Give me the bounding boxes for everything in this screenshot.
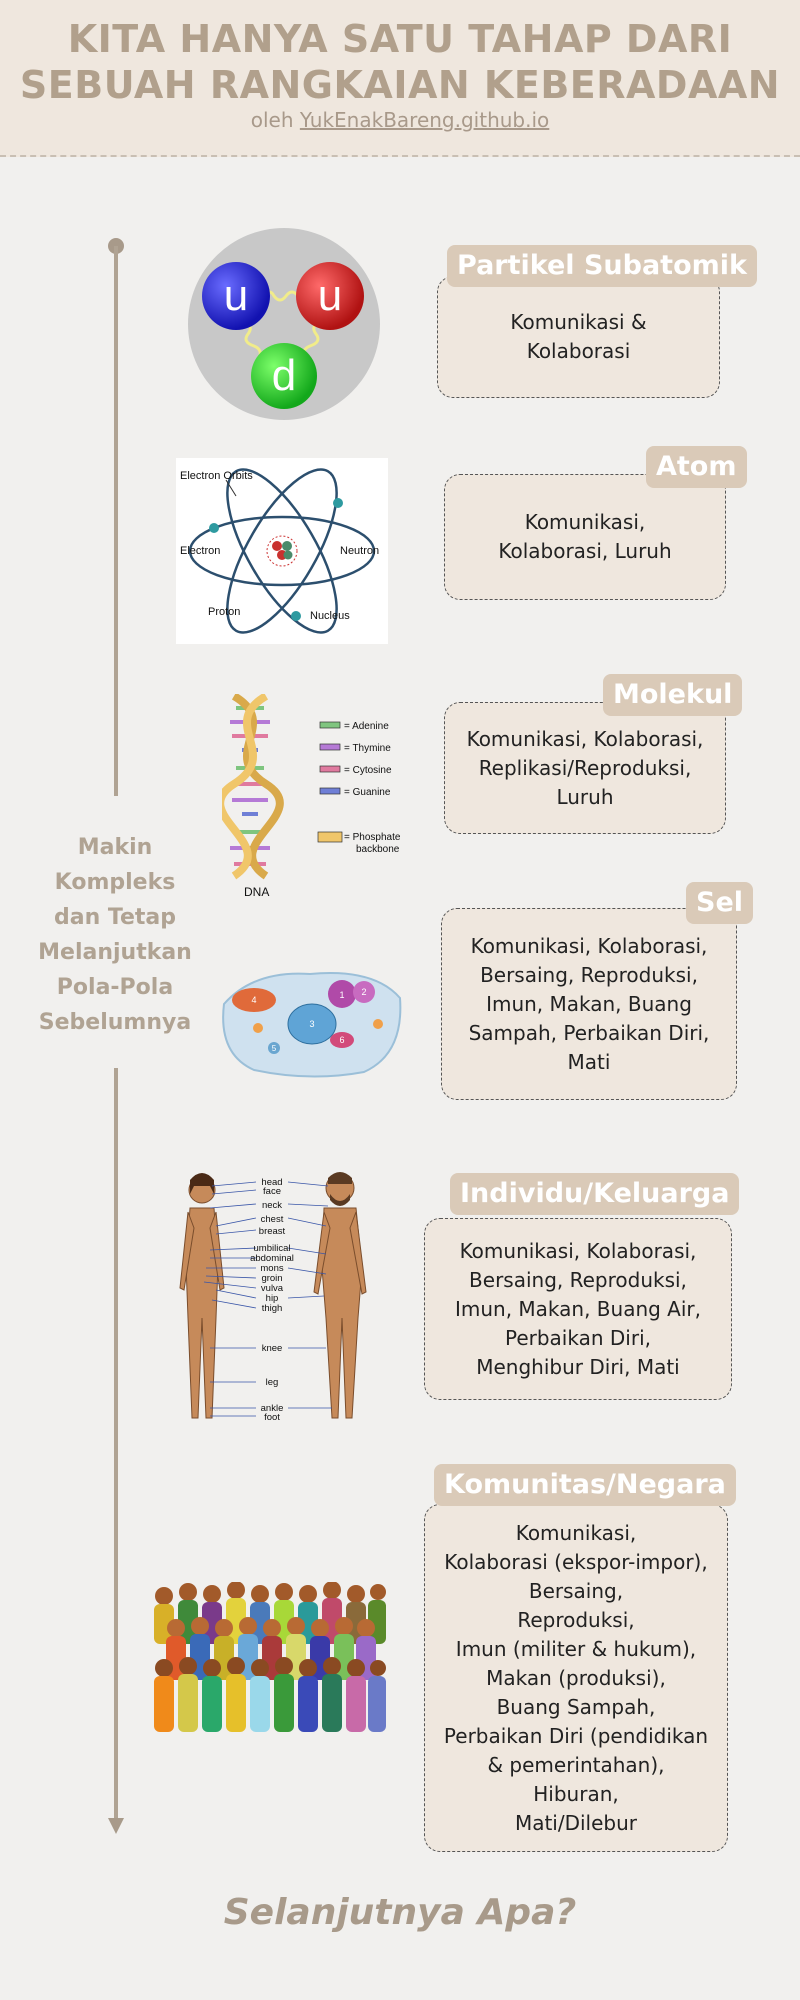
stage-line: Reproduksi, (517, 1607, 635, 1632)
stage-line: Bersaing, (528, 1578, 624, 1603)
quark-illustration (186, 226, 382, 422)
body-label: chest (260, 1214, 284, 1225)
quark-label: u (223, 271, 249, 320)
stage-line: Kolaborasi, Luruh (498, 539, 672, 563)
atom-illustration (176, 458, 388, 644)
stage-card (444, 702, 726, 834)
atom-label: Electron (180, 545, 221, 557)
body-label: head (261, 1177, 283, 1188)
body-label: breast (258, 1226, 286, 1237)
body-label: face (263, 1186, 281, 1197)
body-label: hip (265, 1293, 279, 1304)
vesicle-icon (253, 1023, 263, 1033)
neutron-icon (282, 541, 292, 551)
cell-label: 4 (251, 995, 257, 1005)
side-text-line: Makin (77, 835, 153, 860)
side-text-line: Melanjutkan (38, 940, 192, 965)
stage-description (510, 308, 646, 366)
dna-legend-label: = Cytosine (344, 765, 392, 776)
stage-tag: Komunitas/Negara (434, 1464, 736, 1506)
stage-description (455, 1237, 701, 1382)
body-label: umbilical (253, 1243, 291, 1254)
stage-line: Makan (produksi), (486, 1665, 666, 1690)
dna-illustration (222, 694, 408, 902)
header (0, 0, 800, 157)
side-text-line: Sebelumnya (38, 1010, 192, 1035)
dna-label: DNA (244, 885, 270, 899)
stage-line: Sampah, Perbaikan Diri, (468, 1020, 710, 1045)
stage-line: Imun, Makan, Buang Air, (454, 1296, 702, 1321)
electron-icon (291, 611, 301, 621)
stage-card (444, 474, 726, 600)
stage-line: Luruh (556, 784, 614, 809)
stage-line: Buang Sampah, (496, 1694, 656, 1719)
stage-line: Bersaing, Reproduksi, (480, 962, 698, 987)
byline-prefix: oleh (250, 108, 294, 132)
stage-line: Komunikasi & (510, 310, 647, 334)
proton-icon (272, 541, 282, 551)
stage-line: Komunikasi, (515, 1520, 637, 1545)
cell-label: 6 (339, 1035, 345, 1045)
cell-label: 2 (361, 987, 367, 997)
side-text-line: Pola-Pola (56, 975, 174, 1000)
timeline-line-upper (114, 246, 118, 796)
adenine-swatch (320, 722, 340, 728)
vesicle-icon (373, 1019, 383, 1029)
body-label: knee (261, 1343, 283, 1354)
stage-tag: Sel (686, 882, 753, 924)
stage-line: Imun, Makan, Buang (486, 991, 692, 1016)
stage-line: Hiburan, (533, 1781, 619, 1806)
stage-line: Mati/Dilebur (514, 1810, 638, 1835)
stage-line: Perbaikan Diri (pendidikan (443, 1723, 709, 1748)
stage-line: Komunikasi, Kolaborasi, (466, 726, 704, 751)
stage-card (424, 1504, 728, 1852)
stage-description (467, 725, 704, 812)
body-label: groin (261, 1273, 283, 1284)
dna-legend-label: = Thymine (344, 743, 391, 754)
body-label: thigh (261, 1303, 283, 1314)
cytosine-swatch (320, 766, 340, 772)
thymine-swatch (320, 744, 340, 750)
side-text-line: dan Tetap (53, 905, 177, 930)
stage-description (444, 1519, 708, 1838)
stage-description (469, 932, 710, 1077)
stage-line: Menghibur Diri, Mati (476, 1354, 680, 1379)
stage-line: Mati (567, 1049, 611, 1074)
quark-label: d (271, 351, 297, 400)
stage-line: Replikasi/Reproduksi, (478, 755, 692, 780)
atom-label: Electron Orbits (180, 470, 253, 482)
page-title (0, 16, 800, 108)
atom-label: Nucleus (310, 610, 350, 622)
title-line-1: KITA HANYA SATU TAHAP DARI (67, 17, 733, 61)
body-label: leg (265, 1377, 279, 1388)
electron-icon (333, 498, 343, 508)
crowd-people (154, 1582, 386, 1732)
stage-tag: Partikel Subatomik (447, 245, 757, 287)
byline-link[interactable]: YukEnakBareng.github.io (299, 108, 550, 132)
stage-tag: Molekul (603, 674, 742, 716)
dna-legend-label: = Adenine (344, 721, 389, 732)
stage-line: Komunikasi, Kolaborasi, (459, 1238, 697, 1263)
stage-tag: Individu/Keluarga (450, 1173, 739, 1215)
crowd-illustration (152, 1582, 388, 1732)
stage-line: Komunikasi, Kolaborasi, (470, 933, 708, 958)
footer-question: Selanjutnya Apa? (223, 1892, 577, 1933)
stage-line: Perbaikan Diri, (504, 1325, 651, 1350)
neutron-icon (284, 551, 293, 560)
cell-label: 3 (309, 1019, 315, 1029)
stage-description (498, 508, 671, 566)
atom-label: Neutron (340, 545, 380, 557)
quark-label: u (317, 271, 343, 320)
timeline-side-text (30, 830, 200, 1040)
stage-card (441, 908, 737, 1100)
body-label: abdominal (250, 1253, 294, 1264)
timeline-arrow-down-icon (108, 1818, 124, 1834)
cell-label: 1 (339, 990, 345, 1000)
body-label: vulva (260, 1283, 284, 1294)
stage-card (424, 1218, 732, 1400)
phosphate-swatch (318, 832, 342, 842)
byline (0, 108, 800, 132)
stage-line: Komunikasi, (524, 510, 646, 534)
stage-line: Kolaborasi (ekspor-impor), (444, 1549, 708, 1574)
body-label: foot (264, 1412, 280, 1423)
stage-line: Kolaborasi (526, 339, 631, 363)
stage-line: & pemerintahan), (487, 1752, 665, 1777)
title-line-2: SEBUAH RANGKAIAN KEBERADAAN (19, 63, 781, 107)
stage-card (437, 276, 720, 398)
timeline-line-lower (114, 1068, 118, 1820)
human-body-illustration (176, 1168, 386, 1424)
body-label: ankle (260, 1403, 284, 1414)
body-label: mons (260, 1263, 284, 1274)
stage-tag: Atom (646, 446, 747, 488)
stage-line: Bersaing, Reproduksi, (469, 1267, 687, 1292)
cell-illustration (214, 964, 406, 1080)
dna-legend-label: = Guanine (344, 787, 391, 798)
guanine-swatch (320, 788, 340, 794)
stage-line: Imun (militer & hukum), (455, 1636, 697, 1661)
dna-legend-label: = Phosphate (344, 832, 401, 843)
side-text-line: Kompleks (54, 870, 176, 895)
cell-label: 5 (271, 1044, 277, 1053)
body-label: neck (261, 1200, 283, 1211)
electron-icon (209, 523, 219, 533)
atom-label: Proton (208, 606, 241, 618)
dna-legend-label: backbone (356, 844, 400, 855)
